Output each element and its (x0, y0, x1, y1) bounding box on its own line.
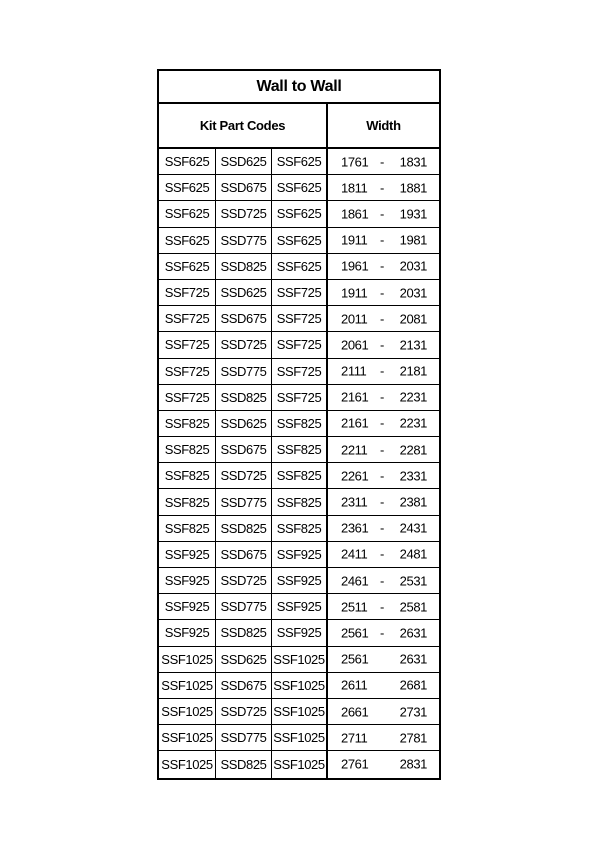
door-code: SSD775 (216, 489, 272, 514)
side-panel-code-right: SSF1025 (272, 647, 328, 672)
side-panel-code-left: SSF625 (159, 201, 216, 226)
width-dash: - (380, 546, 384, 562)
door-code: SSD625 (216, 280, 272, 305)
table-row (159, 332, 439, 358)
width-to: 2581 (399, 599, 427, 615)
side-panel-code-right: SSF625 (272, 175, 328, 200)
width-from: 2311 (341, 494, 368, 510)
width-from: 2611 (341, 677, 368, 693)
door-code: SSD675 (216, 175, 272, 200)
width-to: 2131 (399, 337, 427, 353)
side-panel-code-right: SSF1025 (272, 699, 328, 724)
width-range (328, 306, 439, 331)
side-panel-code-left: SSF1025 (159, 751, 216, 777)
width-dash: - (380, 154, 384, 170)
table-row (159, 489, 439, 515)
door-code: SSD775 (216, 228, 272, 253)
side-panel-code-left: SSF1025 (159, 647, 216, 672)
width-range (328, 699, 439, 724)
door-code: SSD675 (216, 673, 272, 698)
width-from: 2561 (341, 625, 369, 641)
side-panel-code-left: SSF725 (159, 332, 216, 357)
door-code: SSD725 (216, 463, 272, 488)
width-from: 2511 (341, 599, 368, 615)
door-code: SSD725 (216, 332, 272, 357)
side-panel-code-left: SSF925 (159, 542, 216, 567)
width-range (328, 647, 439, 672)
side-panel-code-right: SSF1025 (272, 673, 328, 698)
width-dash: - (380, 520, 384, 536)
width-range (328, 175, 439, 200)
width-to: 2031 (399, 258, 427, 274)
width-dash: - (380, 494, 384, 510)
table-row (159, 306, 439, 332)
width-from: 2211 (341, 442, 368, 458)
side-panel-code-right: SSF625 (272, 228, 328, 253)
width-to: 2681 (399, 677, 427, 693)
side-panel-code-left: SSF725 (159, 385, 216, 410)
width-from: 2111 (341, 363, 367, 379)
table-row (159, 175, 439, 201)
width-from: 1761 (341, 154, 369, 170)
side-panel-code-left: SSF625 (159, 254, 216, 279)
door-code: SSD625 (216, 647, 272, 672)
table-body (159, 149, 439, 778)
width-range (328, 385, 439, 410)
door-code: SSD775 (216, 359, 272, 384)
table-row (159, 280, 439, 306)
side-panel-code-right: SSF725 (272, 332, 328, 357)
width-dash: - (380, 258, 384, 274)
side-panel-code-left: SSF825 (159, 516, 216, 541)
width-from: 2161 (341, 389, 369, 405)
width-dash: - (380, 573, 384, 589)
side-panel-code-left: SSF825 (159, 489, 216, 514)
width-from: 1961 (341, 258, 369, 274)
table-row (159, 463, 439, 489)
width-from: 1811 (341, 180, 368, 196)
door-code: SSD625 (216, 411, 272, 436)
width-range (328, 516, 439, 541)
width-to: 2231 (399, 415, 427, 431)
width-from: 2761 (341, 756, 369, 772)
door-code: SSD825 (216, 751, 272, 777)
side-panel-code-left: SSF825 (159, 411, 216, 436)
width-from: 2411 (341, 546, 368, 562)
door-code: SSD825 (216, 385, 272, 410)
door-code: SSD825 (216, 620, 272, 645)
side-panel-code-right: SSF825 (272, 437, 328, 462)
width-range (328, 673, 439, 698)
door-code: SSD625 (216, 149, 272, 174)
width-range (328, 594, 439, 619)
width-to: 2231 (399, 389, 427, 405)
width-range (328, 359, 439, 384)
width-to: 1931 (399, 206, 427, 222)
width-dash: - (380, 599, 384, 615)
table-row (159, 620, 439, 646)
table-row (159, 568, 439, 594)
width-from: 2461 (341, 573, 369, 589)
width-dash: - (380, 442, 384, 458)
width-range (328, 568, 439, 593)
width-range (328, 620, 439, 645)
wall-to-wall-table (157, 69, 441, 780)
width-dash: - (380, 285, 384, 301)
width-to: 2481 (399, 546, 427, 562)
width-from: 2711 (341, 730, 368, 746)
width-from: 1861 (341, 206, 369, 222)
side-panel-code-right: SSF725 (272, 306, 328, 331)
width-dash: - (380, 311, 384, 327)
width-to: 2631 (399, 625, 427, 641)
width-dash: - (380, 232, 384, 248)
table-row (159, 751, 439, 777)
width-to: 2731 (399, 704, 427, 720)
table-title: Wall to Wall (159, 71, 439, 104)
width-from: 1911 (341, 232, 368, 248)
width-dash: - (380, 389, 384, 405)
table-row (159, 201, 439, 227)
table-row (159, 149, 439, 175)
table-row (159, 673, 439, 699)
width-dash: - (380, 468, 384, 484)
width-range (328, 201, 439, 226)
side-panel-code-left: SSF1025 (159, 725, 216, 750)
width-range (328, 332, 439, 357)
width-from: 1911 (341, 285, 368, 301)
width-from: 2061 (341, 337, 369, 353)
door-code: SSD675 (216, 437, 272, 462)
door-code: SSD675 (216, 306, 272, 331)
width-dash: - (380, 363, 384, 379)
width-to: 2781 (399, 730, 427, 746)
width-to: 2631 (399, 651, 427, 667)
door-code: SSD775 (216, 594, 272, 619)
width-range (328, 489, 439, 514)
side-panel-code-left: SSF1025 (159, 699, 216, 724)
header-kit-part-codes: Kit Part Codes (159, 104, 328, 147)
door-code: SSD675 (216, 542, 272, 567)
width-to: 2331 (399, 468, 427, 484)
door-code: SSD725 (216, 699, 272, 724)
table-row (159, 647, 439, 673)
side-panel-code-right: SSF625 (272, 201, 328, 226)
width-dash: - (380, 415, 384, 431)
width-to: 2431 (399, 520, 427, 536)
side-panel-code-right: SSF625 (272, 149, 328, 174)
width-dash: - (380, 337, 384, 353)
side-panel-code-left: SSF825 (159, 437, 216, 462)
side-panel-code-left: SSF1025 (159, 673, 216, 698)
side-panel-code-left: SSF625 (159, 175, 216, 200)
side-panel-code-left: SSF925 (159, 594, 216, 619)
side-panel-code-left: SSF925 (159, 620, 216, 645)
table-row (159, 385, 439, 411)
width-to: 2281 (399, 442, 427, 458)
side-panel-code-right: SSF825 (272, 463, 328, 488)
table-row (159, 516, 439, 542)
side-panel-code-right: SSF825 (272, 411, 328, 436)
door-code: SSD725 (216, 568, 272, 593)
width-range (328, 411, 439, 436)
width-from: 2661 (341, 704, 369, 720)
width-range (328, 463, 439, 488)
width-dash: - (380, 206, 384, 222)
header-width: Width (366, 118, 401, 133)
side-panel-code-right: SSF825 (272, 516, 328, 541)
width-to: 2831 (399, 756, 427, 772)
table-row (159, 542, 439, 568)
width-to: 2031 (399, 285, 427, 301)
side-panel-code-right: SSF725 (272, 385, 328, 410)
table-header (159, 104, 439, 149)
side-panel-code-right: SSF625 (272, 254, 328, 279)
width-to: 1881 (399, 180, 427, 196)
width-from: 2561 (341, 651, 369, 667)
side-panel-code-left: SSF825 (159, 463, 216, 488)
width-range (328, 725, 439, 750)
side-panel-code-right: SSF1025 (272, 751, 328, 777)
width-to: 2531 (399, 573, 427, 589)
side-panel-code-right: SSF1025 (272, 725, 328, 750)
side-panel-code-left: SSF625 (159, 149, 216, 174)
door-code: SSD825 (216, 254, 272, 279)
width-dash: - (380, 180, 384, 196)
width-range (328, 751, 439, 777)
width-range (328, 254, 439, 279)
width-to: 2381 (399, 494, 427, 510)
table-row (159, 411, 439, 437)
table-row (159, 594, 439, 620)
width-from: 2261 (341, 468, 369, 484)
side-panel-code-right: SSF925 (272, 542, 328, 567)
side-panel-code-right: SSF925 (272, 620, 328, 645)
door-code: SSD775 (216, 725, 272, 750)
table-row (159, 437, 439, 463)
side-panel-code-right: SSF925 (272, 568, 328, 593)
width-range (328, 437, 439, 462)
side-panel-code-left: SSF725 (159, 306, 216, 331)
side-panel-code-left: SSF625 (159, 228, 216, 253)
width-range (328, 228, 439, 253)
width-dash: - (380, 625, 384, 641)
side-panel-code-right: SSF825 (272, 489, 328, 514)
table-row (159, 228, 439, 254)
table-row (159, 699, 439, 725)
table-row (159, 359, 439, 385)
side-panel-code-left: SSF925 (159, 568, 216, 593)
width-range (328, 542, 439, 567)
width-to: 2081 (399, 311, 427, 327)
door-code: SSD825 (216, 516, 272, 541)
table-row (159, 254, 439, 280)
width-range (328, 149, 439, 174)
side-panel-code-right: SSF725 (272, 359, 328, 384)
width-to: 1981 (399, 232, 427, 248)
width-range (328, 280, 439, 305)
width-to: 2181 (399, 363, 427, 379)
table-row (159, 725, 439, 751)
width-to: 1831 (399, 154, 427, 170)
side-panel-code-left: SSF725 (159, 280, 216, 305)
width-from: 2011 (341, 311, 368, 327)
side-panel-code-right: SSF725 (272, 280, 328, 305)
side-panel-code-left: SSF725 (159, 359, 216, 384)
side-panel-code-right: SSF925 (272, 594, 328, 619)
width-from: 2161 (341, 415, 369, 431)
door-code: SSD725 (216, 201, 272, 226)
width-from: 2361 (341, 520, 369, 536)
